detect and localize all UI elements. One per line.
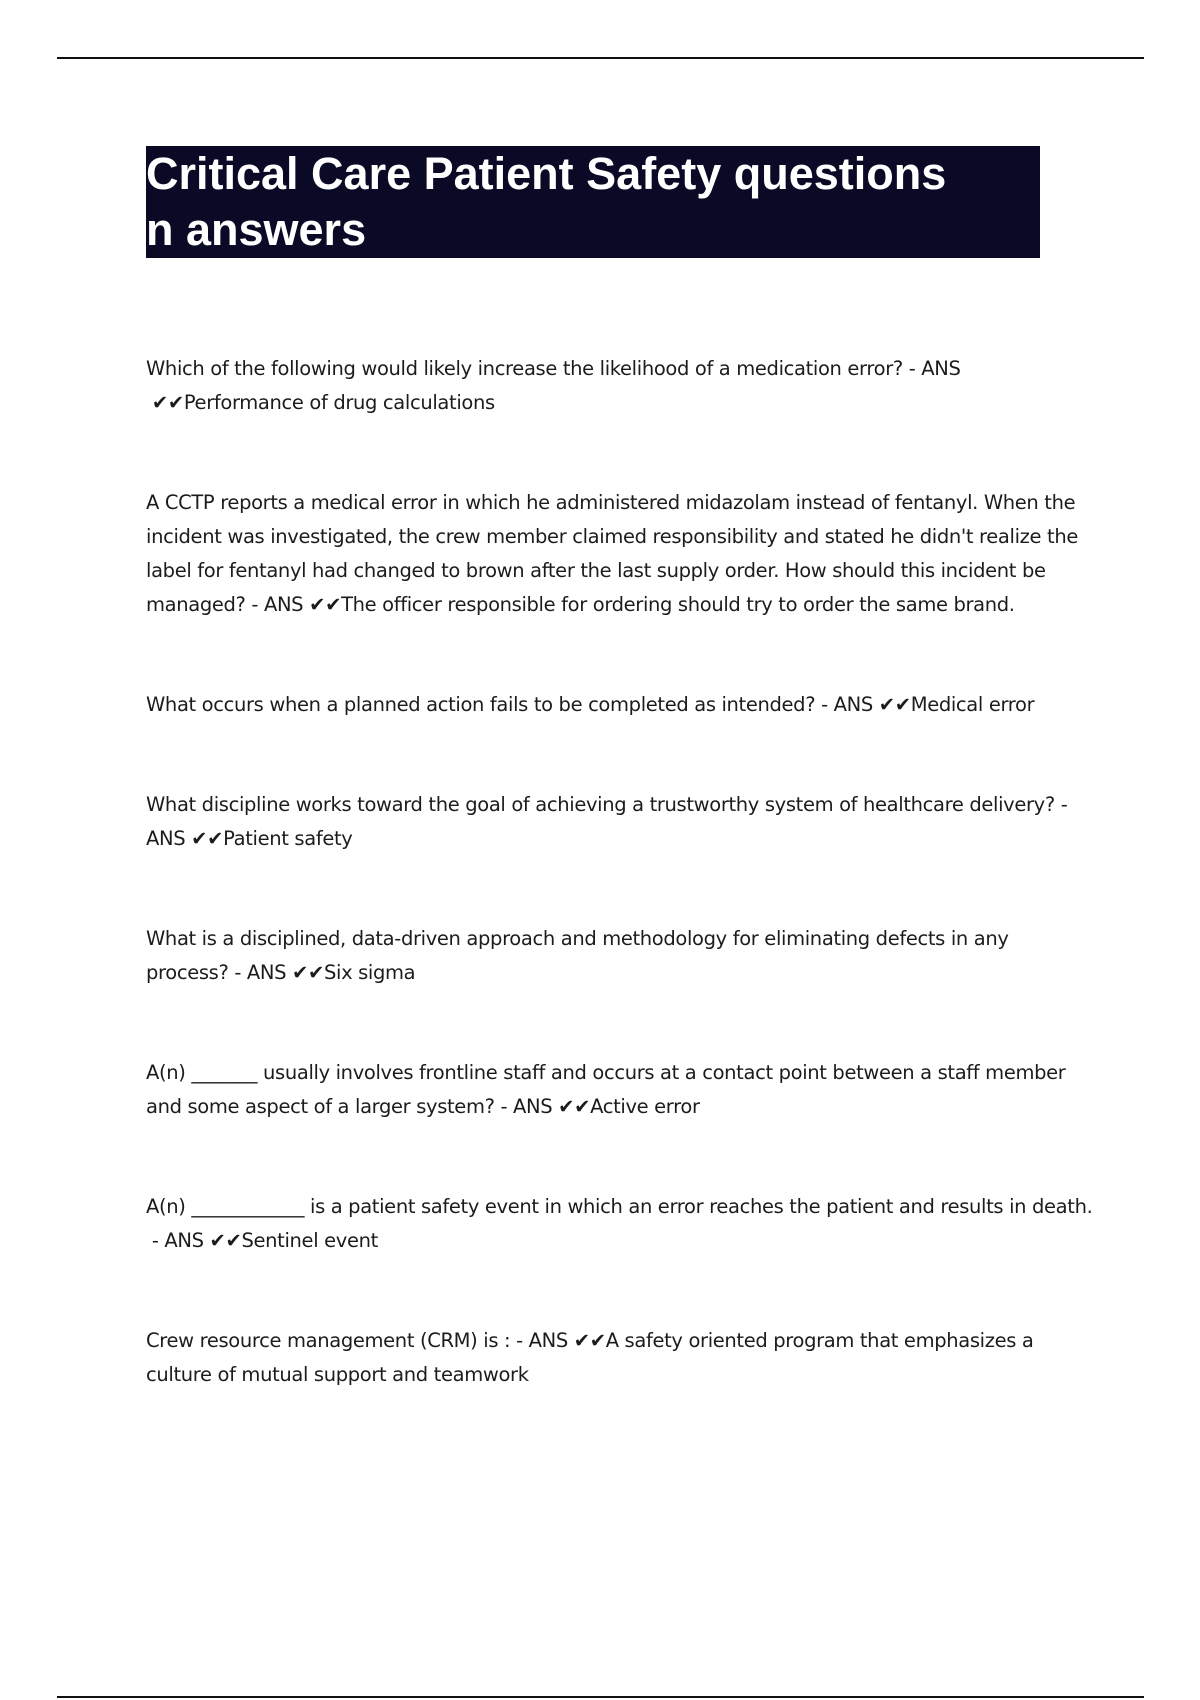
check-marks-icon: ✔✔ [558, 1095, 591, 1118]
answer-text: Sentinel event [241, 1229, 378, 1252]
check-marks-icon: ✔✔ [151, 391, 184, 414]
answer-marker: - ANS [146, 793, 1068, 850]
answer-marker: - ANS [908, 357, 961, 380]
question-text: A(n) _______ usually involves frontline staff and occurs at a contact point between a staff member and some aspect of a larger system? [146, 1061, 1066, 1118]
question-text: Which of the following would likely increase the likelihood of a medication error? [146, 357, 903, 380]
document-title [146, 146, 1040, 258]
qa-item [146, 486, 1096, 622]
question-text: What discipline works toward the goal of achieving a trustworthy system of healthcare delivery? [146, 793, 1055, 816]
answer-marker: - ANS [516, 1329, 568, 1352]
question-text: A CCTP reports a medical error in which he administered midazolam instead of fentanyl. When the incident was investigated, the crew member claimed responsibility and stated he didn't realize the label for fentanyl had changed to brown after the last supply order. How should this incident be managed? [146, 491, 1078, 616]
qa-item [146, 1324, 1096, 1392]
title-line-1: Critical Care Patient Safety questions [146, 148, 947, 199]
answer-marker: - ANS [821, 693, 873, 716]
check-marks-icon: ✔✔ [573, 1329, 606, 1352]
answer-text: Active error [590, 1095, 700, 1118]
question-text: What is a disciplined, data-driven approach and methodology for eliminating defects in any process? [146, 927, 1009, 984]
answer-text: Medical error [910, 693, 1035, 716]
answer-text: Performance of drug calculations [183, 391, 495, 414]
qa-item [146, 1056, 1096, 1124]
qa-item [146, 352, 1096, 420]
check-marks-icon: ✔✔ [292, 961, 324, 984]
qa-list [146, 352, 1096, 1392]
answer-text: A safety oriented program that emphasizes a culture of mutual support and teamwork [146, 1329, 1034, 1386]
answer-marker: - ANS [251, 593, 304, 616]
top-rule [57, 57, 1144, 59]
qa-item [146, 1190, 1096, 1258]
check-marks-icon: ✔✔ [309, 593, 342, 616]
answer-text: Patient safety [223, 827, 353, 850]
question-text: What occurs when a planned action fails to be completed as intended? [146, 693, 816, 716]
answer-text: The officer responsible for ordering should try to order the same brand. [341, 593, 1015, 616]
title-line-2: n answers [146, 204, 367, 255]
qa-item [146, 688, 1096, 722]
check-marks-icon: ✔✔ [209, 1229, 242, 1252]
question-text: A(n) ____________ is a patient safety event in which an error reaches the patient and results in death. [146, 1195, 1093, 1218]
answer-marker: - ANS [234, 961, 287, 984]
qa-item [146, 788, 1096, 856]
answer-text: Six sigma [323, 961, 416, 984]
qa-item [146, 922, 1096, 990]
check-marks-icon: ✔✔ [878, 693, 911, 716]
answer-marker: - ANS [500, 1095, 553, 1118]
answer-marker: - ANS [151, 1229, 204, 1252]
check-marks-icon: ✔✔ [191, 827, 224, 850]
question-text: Crew resource management (CRM) is : [146, 1329, 511, 1352]
bottom-rule [57, 1696, 1144, 1698]
